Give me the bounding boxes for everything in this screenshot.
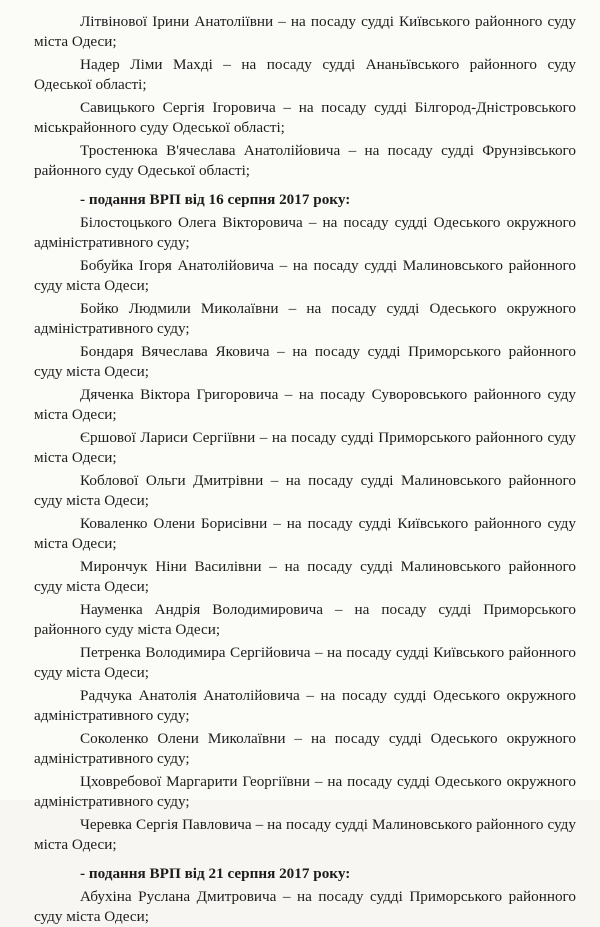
list-item: Тростенюка В'ячеслава Анатолійовича – на посаду судді Фрунзівського районного суду Одеської області; <box>34 142 576 179</box>
list-item: Соколенко Олени Миколаївни – на посаду судді Одеського окружного адміністративного суду; <box>34 730 576 767</box>
list-item: Цховребової Маргарити Георгіївни – на посаду судді Одеського окружного адміністративного суду; <box>34 773 576 810</box>
list-item: Надер Ліми Махді – на посаду судді Ананьївського районного суду Одеської області; <box>34 56 576 93</box>
list-item: Савицького Сергія Ігоровича – на посаду судді Білгород-Дністровського міськрайонного суду Одеської області; <box>34 99 576 136</box>
list-item: Абухіна Руслана Дмитровича – на посаду судді Приморського районного суду міста Одеси; <box>34 888 576 925</box>
list-item: Бойко Людмили Миколаївни – на посаду судді Одеського окружного адміністративного суду; <box>34 300 576 337</box>
list-item: Черевка Сергія Павловича – на посаду судді Малиновського районного суду міста Одеси; <box>34 816 576 853</box>
list-item: Бондаря Вячеслава Яковича – на посаду судді Приморського районного суду міста Одеси; <box>34 343 576 380</box>
list-item: Петренка Володимира Сергійовича – на посаду судді Київського районного суду міста Одеси; <box>34 644 576 681</box>
list-item: Білостоцького Олега Вікторовича – на посаду судді Одеського окружного адміністративного суду; <box>34 214 576 251</box>
list-item: Єршової Лариси Сергіївни – на посаду судді Приморського районного суду міста Одеси; <box>34 429 576 466</box>
list-item: Бобуйка Ігоря Анатолійовича – на посаду судді Малиновського районного суду міста Одеси; <box>34 257 576 294</box>
list-item: Радчука Анатолія Анатолійовича – на посаду судді Одеського окружного адміністративного суду; <box>34 687 576 724</box>
list-item: Літвінової Ірини Анатоліївни – на посаду судді Київського районного суду міста Одеси; <box>34 13 576 50</box>
list-item: Дяченка Віктора Григоровича – на посаду Суворовського районного суду міста Одеси; <box>34 386 576 423</box>
section-heading-16-august: - подання ВРП від 16 серпня 2017 року: <box>80 191 351 208</box>
list-item: Коблової Ольги Дмитрівни – на посаду судді Малиновського районного суду міста Одеси; <box>34 472 576 509</box>
list-item: Науменка Андрія Володимировича – на посаду судді Приморського районного суду міста Одеси; <box>34 601 576 638</box>
list-item: Коваленко Олени Борисівни – на посаду судді Київського районного суду міста Одеси; <box>34 515 576 552</box>
list-item: Мирончук Ніни Василівни – на посаду судді Малиновського районного суду міста Одеси; <box>34 558 576 595</box>
section-heading-21-august: - подання ВРП від 21 серпня 2017 року: <box>80 865 351 882</box>
